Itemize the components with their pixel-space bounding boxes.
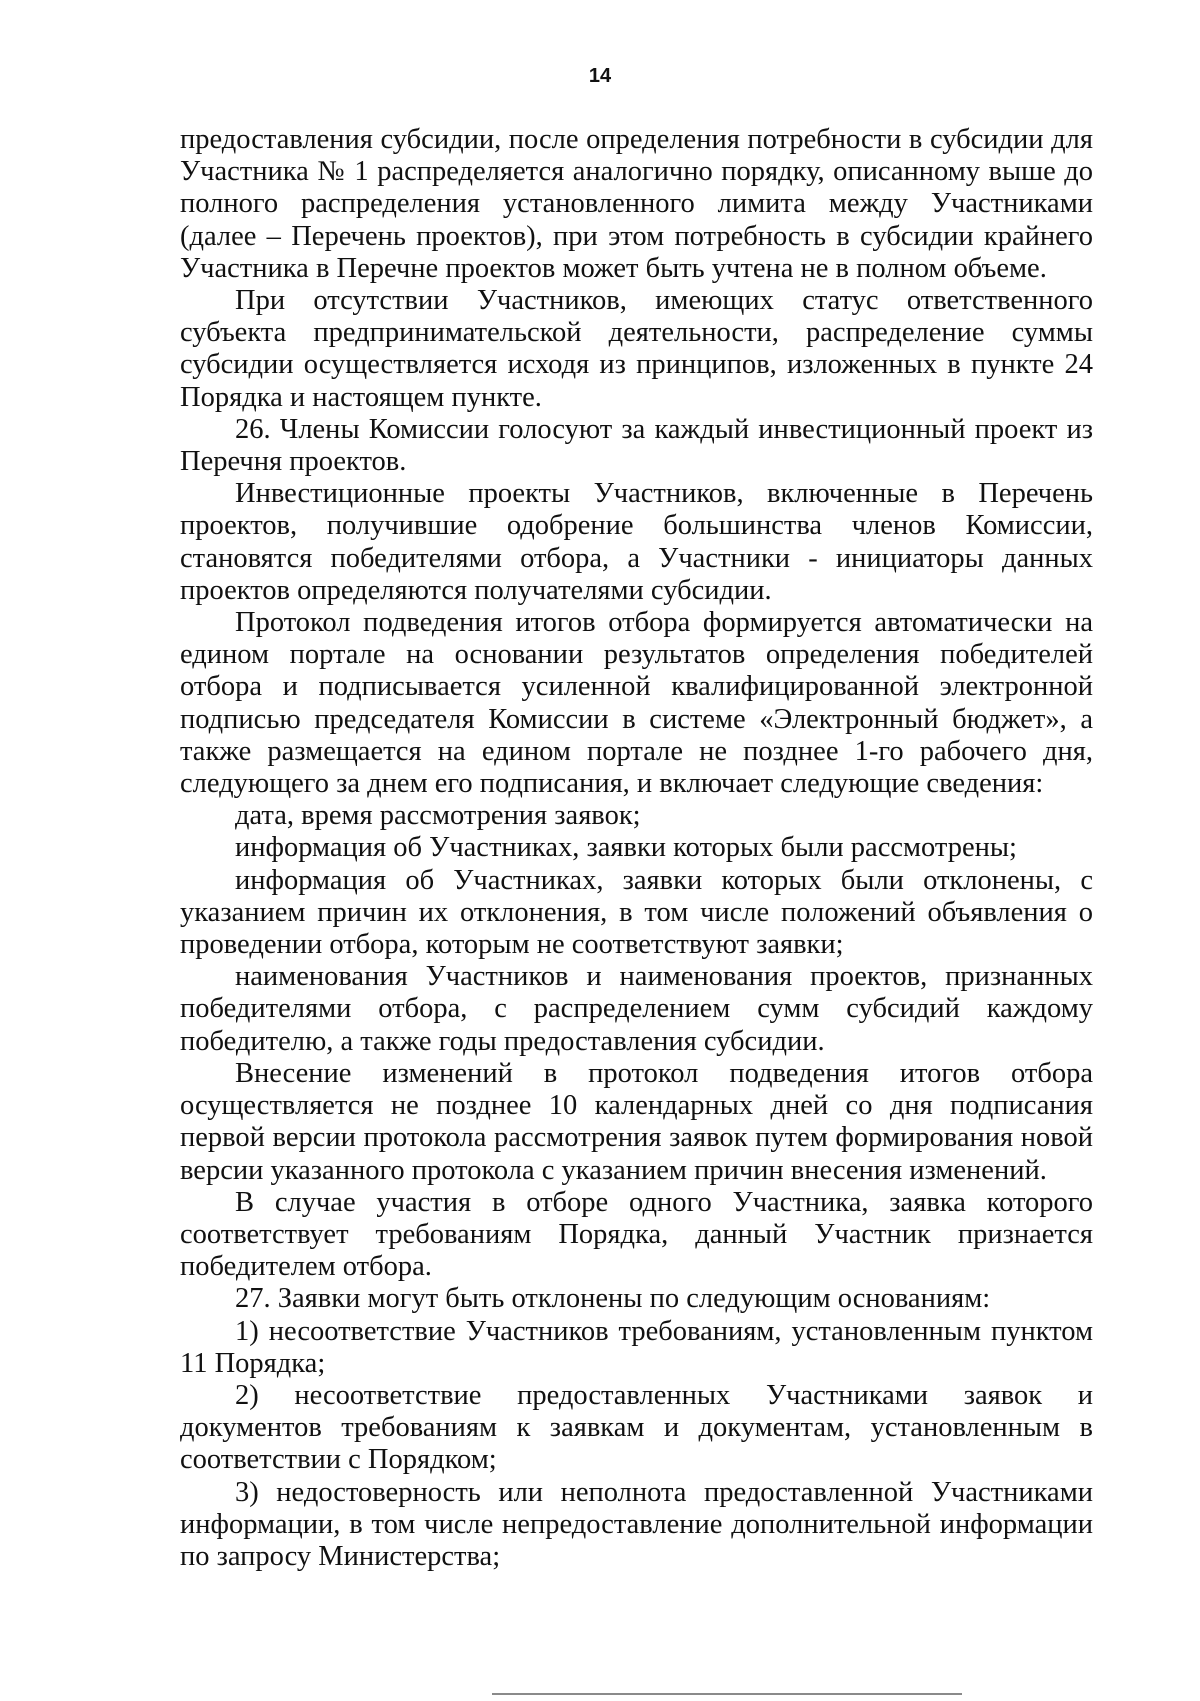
paragraph-project-winners: Инвестиционные проекты Участников, включенные в Перечень проектов, получившие одобрение большинства членов Комиссии, становятся победителями отбора, а Участники - инициаторы данных проектов определяются получателями субсидии. xyxy=(180,478,1093,606)
document-body xyxy=(180,124,1093,1573)
paragraph-results-protocol: Протокол подведения итогов отбора формируется автоматически на едином портале на основании результатов определения победителей отбора и подписывается усиленной квалифицированной электронной подписью председателя Комиссии в системе «Электронный бюджет», а также размещается на едином портале не позднее 1-го рабочего дня, следующего за днем его подписания, и включает следующие сведения: xyxy=(180,607,1093,800)
list-item-reviewed-participants: информация об Участниках, заявки которых были рассмотрены; xyxy=(235,832,1017,864)
list-item-rejection-reason-2: 2) несоответствие предоставленных Участниками заявок и документов требованиям к заявкам и документам, установленным в соответствии с Порядком; xyxy=(180,1379,1093,1476)
list-item-rejected-participants: информация об Участниках, заявки которых были отклонены, с указанием причин их отклонения, в том числе положений объявления о проведении отбора, которым не соответствуют заявки; xyxy=(180,864,1093,961)
paragraph-no-responsible-participants: При отсутствии Участников, имеющих статус ответственного субъекта предпринимательской деятельности, распределение суммы субсидии осуществляется исходя из принципов, изложенных в пункте 24 Порядка и настоящем пункте. xyxy=(180,285,1093,413)
list-item-rejection-reason-3: 3) недостоверность или неполнота предоставленной Участниками информации, в том числе непредоставление дополнительной информации по запросу Министерства; xyxy=(180,1476,1093,1572)
paragraph-clause-26: 26. Члены Комиссии голосуют за каждый инвестиционный проект из Перечня проектов. xyxy=(180,413,1093,478)
paragraph-single-participant: В случае участия в отборе одного Участника, заявка которого соответствует требованиям Порядка, данный Участник признается победителем отбора. xyxy=(180,1186,1093,1283)
bottom-divider xyxy=(492,1693,962,1695)
list-item-winner-names: наименования Участников и наименования проектов, признанных победителями отбора, с распределением сумм субсидий каждому победителю, а также годы предоставления субсидии. xyxy=(180,961,1093,1057)
page-number: 14 xyxy=(588,65,612,87)
paragraph-clause-27: 27. Заявки могут быть отклонены по следующим основаниям: xyxy=(235,1283,991,1315)
list-item-rejection-reason-1: 1) несоответствие Участников требованиям, установленным пунктом 11 Порядка; xyxy=(180,1315,1093,1379)
paragraph-subsidy-distribution: предоставления субсидии, после определения потребности в субсидии для Участника № 1 распределяется аналогично порядку, описанному выше до полного распределения установленного лимита между Участниками (далее – Перечень проектов), при этом потребность в субсидии крайнего Участника в Перечне проектов может быть учтена не в полном объеме. xyxy=(180,124,1093,284)
list-item-review-date: дата, время рассмотрения заявок; xyxy=(235,800,641,832)
paragraph-protocol-changes: Внесение изменений в протокол подведения итогов отбора осуществляется не позднее 10 календарных дней со дня подписания первой версии протокола рассмотрения заявок путем формирования новой версии указанного протокола с указанием причин внесения изменений. xyxy=(180,1057,1093,1186)
